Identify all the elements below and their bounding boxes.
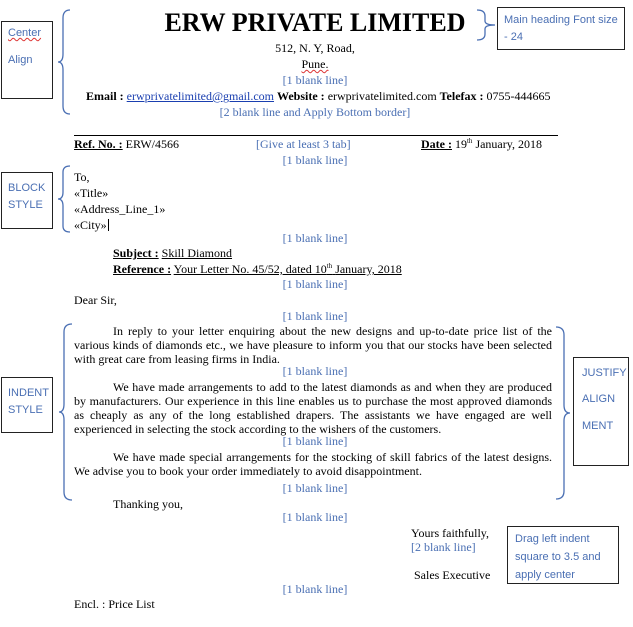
note-blank-line-1: [1 blank line] — [282, 73, 348, 87]
text-cursor — [108, 219, 109, 231]
note-two-blank-border: [2 blank line and Apply Bottom border] — [219, 105, 411, 119]
reference-line — [113, 262, 402, 277]
enclosure-line: Encl. : Price List — [74, 597, 155, 611]
annotation-align-label-2: ALIGN — [582, 393, 616, 405]
annotation-drag-indent-text: Drag left indent square to 3.5 and apply center — [515, 533, 601, 581]
ref-label: Ref. No. : — [74, 137, 123, 151]
annotation-main-heading — [497, 7, 625, 50]
letterhead-bottom-border — [74, 135, 558, 136]
note-blank-line-3: [1 blank line] — [282, 231, 348, 245]
reference-sup: th — [326, 262, 333, 270]
body-paragraph-2: We have made arrangements to add to the latest diamonds as and when they are produced by manufacturers. Our experience in this line enables us to purchase the most approved diamonds as cheaply as any of the long established drapers. The assistants we have engaged are well experienced in selecting the stock according to the wishers of the customers. — [74, 380, 552, 436]
website-value: erwprivatelimited.com — [327, 89, 437, 103]
email-link[interactable]: erwprivatelimited@gmail.com — [126, 89, 275, 103]
city-text: Pune. — [301, 57, 329, 71]
date-day: 19 — [454, 137, 467, 151]
subject-line — [113, 246, 232, 261]
reference-label: Reference : — [113, 262, 172, 276]
recipient-title: «Title» — [74, 186, 109, 200]
note-blank-line-6: [1 blank line] — [282, 364, 348, 378]
note-blank-line-8: [1 blank line] — [282, 481, 348, 495]
recipient-block — [74, 169, 165, 233]
subject-value: Skill Diamond — [161, 246, 233, 260]
body-paragraph-1: In reply to your letter enquiring about the new designs and up-to-date price list of the various kinds of diamonds etc., we have pleasure to inform you that our stocks have been selected with great care from leasing firms in India. — [74, 324, 552, 366]
body-paragraph-3: We have made special arrangements for the stocking of skill fabrics of the latest designs. We advise you to book your order immediately to avoid disappointment. — [74, 450, 552, 478]
annotation-justify — [573, 357, 629, 466]
recipient-address: «Address_Line_1» — [74, 202, 166, 216]
recipient-city — [74, 217, 165, 233]
salutation: Dear Sir, — [74, 293, 117, 307]
note-blank-line-4: [1 blank line] — [282, 277, 348, 291]
annotation-ment-label: MENT — [582, 420, 614, 432]
ref-line — [74, 137, 179, 152]
email-label: Email : — [86, 89, 124, 103]
right-bracket-justify — [554, 325, 572, 501]
left-bracket-top — [56, 8, 72, 116]
note-blank-line-9: [1 blank line] — [282, 510, 348, 524]
date-label: Date : — [421, 137, 452, 151]
note-blank-line-10: [1 blank line] — [282, 582, 348, 596]
recipient-to: To, — [74, 170, 90, 184]
note-two-blank: [2 blank line] — [411, 540, 476, 554]
annotation-block-label: BLOCK — [8, 182, 46, 194]
annotation-block-style — [1, 172, 53, 229]
annotation-drag-indent — [507, 526, 619, 584]
annotation-indent-style-label: STYLE — [8, 404, 43, 416]
note-give-tab: [Give at least 3 tab] — [256, 137, 351, 151]
subject-label: Subject : — [113, 246, 159, 260]
annotation-justify-label: JUSTIFY — [582, 367, 627, 379]
annotation-indent-style — [1, 377, 53, 433]
telefax-label: Telefax : — [439, 89, 484, 103]
telefax-value: 0755-444665 — [486, 89, 551, 103]
note-blank-line-5: [1 blank line] — [282, 309, 348, 323]
date-line — [421, 137, 542, 152]
reference-value — [174, 262, 402, 276]
thanking-line: Thanking you, — [113, 497, 183, 511]
address-line-2 — [200, 57, 430, 72]
annotation-indent-label: INDENT — [8, 387, 49, 399]
annotation-main-heading-text: Main heading Font size - 24 — [504, 14, 618, 43]
ref-value: ERW/4566 — [125, 137, 179, 151]
left-bracket-indent — [58, 322, 74, 502]
recipient-city-text: «City» — [74, 218, 107, 232]
address-line-1: 512, N. Y, Road, — [275, 41, 355, 55]
annotation-style-label: STYLE — [8, 199, 43, 211]
contact-line — [86, 89, 556, 104]
sales-executive: Sales Executive — [414, 568, 491, 582]
note-blank-line-7: [1 blank line] — [282, 434, 348, 448]
date-suffix: th — [466, 137, 473, 145]
company-heading: ERW PRIVATE LIMITED — [164, 8, 466, 37]
annotation-center-label: Center — [8, 27, 42, 39]
reference-pre: Your Letter No. 45/52, dated 10 — [173, 262, 327, 276]
left-bracket-block — [56, 164, 72, 234]
website-label: Website : — [277, 89, 325, 103]
date-rest: January, 2018 — [475, 137, 542, 151]
annotation-center-align — [1, 21, 53, 99]
annotation-align-label: Align — [8, 54, 33, 66]
reference-post: January, 2018 — [335, 262, 402, 276]
yours-faithfully: Yours faithfully, — [411, 526, 490, 540]
note-blank-line-2: [1 blank line] — [282, 153, 348, 167]
